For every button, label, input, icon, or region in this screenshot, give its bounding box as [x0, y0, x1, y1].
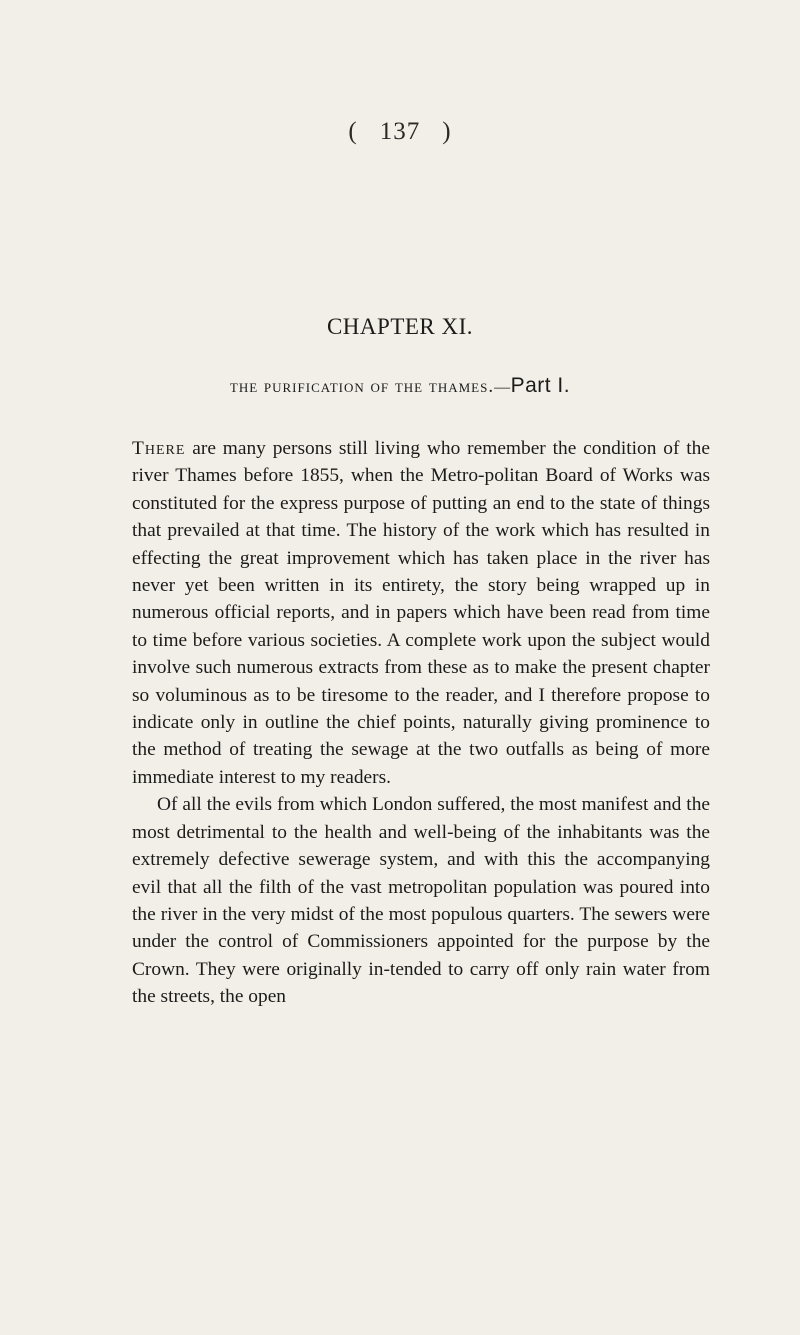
- page-number-value: 137: [379, 118, 421, 145]
- chapter-subtitle: [0, 374, 800, 398]
- paragraph-text: are many persons still living who remember the condition of the river Thames before 1855, when the Metro-politan Board of Works was constituted for the express purpose of putting an end to the state of things that prevailed at that time. The history of the work which has resulted in effecting the great improvement which has taken place in the river has never yet been written in its entirety, the story being wrapped up in numerous official reports, and in papers which have been read from time to time before various societies. A complete work upon the subject would involve such numerous extracts from these as to make the present chapter so voluminous as to be tiresome to the reader, and I therefore propose to indicate only in outline the chief points, naturally giving prominence to the method of treating the sewage at the two outfalls as being of more immediate interest to my readers.: [132, 438, 710, 788]
- subtitle-dash: —: [494, 379, 511, 396]
- body-text: [132, 435, 710, 1011]
- paragraph: Of all the evils from which London suffered, the most manifest and the most detrimental to the health and well-being of the inhabitants was the extremely defective sewerage system, and with this the accompanying evil that all the filth of the vast metropolitan population was poured into the river in the very midst of the most populous quarters. The sewers were under the control of Commissioners appointed for the purpose by the Crown. They were originally in-tended to carry off only rain water from the streets, the open: [132, 794, 710, 1008]
- page-number: ( 137 ): [348, 118, 452, 145]
- chapter-title: CHAPTER XI.: [326, 314, 474, 339]
- paragraph-lead-word: There: [132, 438, 186, 459]
- subtitle-main: the purification of the thames.: [229, 376, 495, 397]
- paragraph: [132, 435, 710, 791]
- subtitle-part: Part I.: [510, 374, 571, 397]
